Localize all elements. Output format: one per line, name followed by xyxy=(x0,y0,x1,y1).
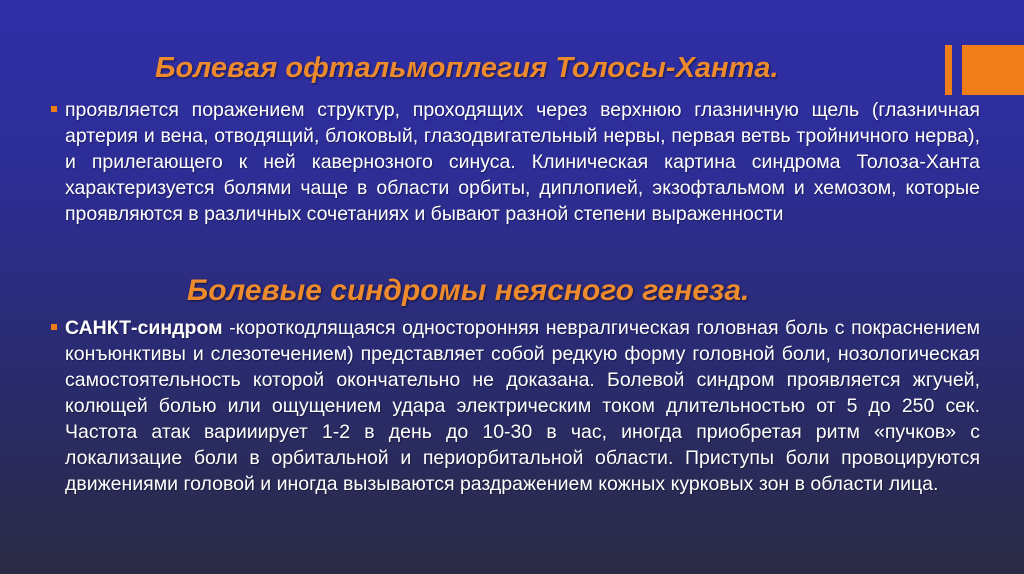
accent-bar-wide xyxy=(962,45,1024,95)
accent-bar-thin xyxy=(945,45,952,95)
syndrome-term: САНКТ-синдром xyxy=(65,317,223,339)
bullet-square-icon xyxy=(51,106,57,112)
section-2-title: Болевые синдромы неясного генеза. xyxy=(187,274,750,307)
section-1-paragraph: проявляется поражением структур, проходящих через верхнюю глазничную щель (глазничная артерия и вена, отводящий, блоковый, глазодвигательный нервы, первая ветвь тройничного нерва), и прилегающего к ней кавернозного синуса. Клиническая картина синдрома Толоза-Ханта характеризуется болями чаще в области орбиты, диплопией, экзофтальмом и хемозом, которые проявляются в различных сочетаниях и бывают разной степени выраженности xyxy=(65,99,980,225)
section-2-paragraph xyxy=(65,315,980,497)
section-2-text: -короткодлящаяся односторонняя невралгическая головная боль с покраснением конъюнктивы и слезотечением) представляет собой редкую форму головной боли, нозологическая самостоятельность которой окончательно не доказана. Болевой синдром проявляется жгучей, колющей болью или ощущением удара электрическим током длительностью от 5 до 250 сек. Частота атак варииирует 1-2 в день до 10-30 в час, иногда приобретая ритм «пучков» с локализацие боли в орбитальной и периорбитальной области. Приступы боли провоцируются движениями головой и иногда вызываются раздражением кожных курковых зон в области лица. xyxy=(65,317,980,495)
bullet-square-icon xyxy=(51,324,57,330)
section-1-title: Болевая офтальмоплегия Толосы-Ханта. xyxy=(155,52,779,84)
